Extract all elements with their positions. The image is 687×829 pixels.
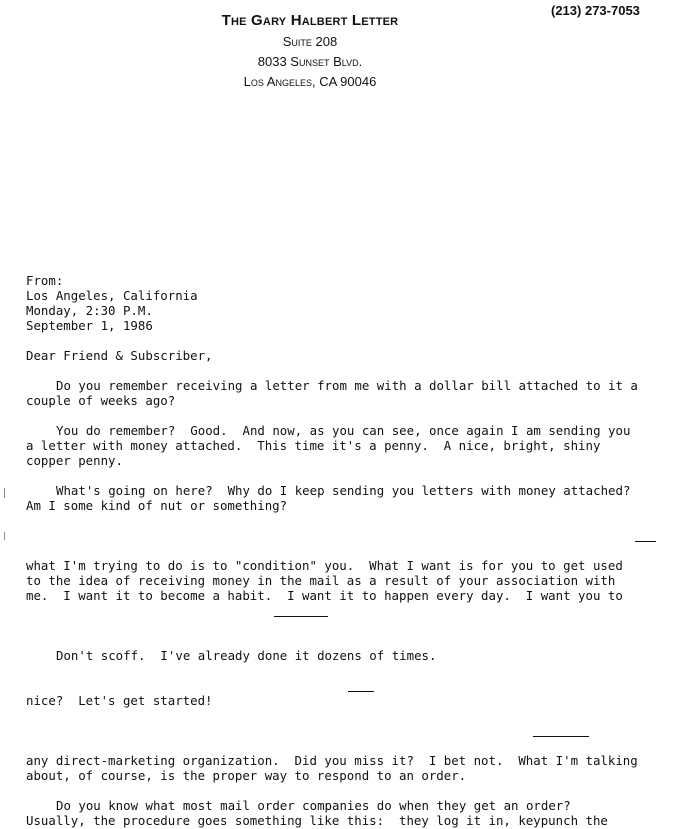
paragraph-line: Usually, the procedure goes something like this: they log it in, keypunch the bbox=[26, 813, 608, 828]
underline-already bbox=[533, 736, 589, 737]
underline-flooded bbox=[274, 616, 328, 617]
paragraph-line bbox=[26, 603, 656, 618]
letterhead bbox=[150, 10, 470, 92]
paragraph-line bbox=[26, 738, 656, 753]
letterhead-city: Los Angeles, CA 90046 bbox=[243, 74, 377, 89]
paragraph-line: a letter with money attached. This time it's a penny. A nice, bright, shiny bbox=[26, 438, 601, 453]
underline-you bbox=[348, 691, 374, 692]
paragraph-line: what I'm trying to do is to "condition" you. What I want is for you to get used bbox=[26, 558, 623, 573]
letterhead-suite: Suite 208 bbox=[282, 34, 338, 49]
paragraph-line: Am I some kind of nut or something? bbox=[26, 498, 288, 513]
paragraph-line bbox=[26, 723, 656, 738]
paragraph-line: What's going on here? Why do I keep sending you letters with money attached? bbox=[56, 483, 631, 498]
phone-number: (213) 273-7053 bbox=[551, 3, 640, 18]
dateline-place: Los Angeles, California bbox=[26, 288, 198, 303]
underline-sane bbox=[635, 541, 656, 542]
paragraph-line bbox=[26, 543, 656, 558]
paragraph-line: Don't scoff. I've already done it dozens of times. bbox=[56, 648, 437, 663]
paragraph-line: Do you remember receiving a letter from me with a dollar bill attached to it a bbox=[56, 378, 638, 393]
paragraph bbox=[26, 648, 656, 663]
paragraph bbox=[26, 423, 656, 468]
paragraph bbox=[26, 483, 656, 513]
letter-body bbox=[26, 273, 656, 828]
dateline-time: Monday, 2:30 P.M. bbox=[26, 303, 153, 318]
margin-mark bbox=[4, 488, 5, 498]
paragraph-line: You do remember? Good. And now, as you can see, once again I am sending you bbox=[56, 423, 631, 438]
paragraph bbox=[26, 723, 656, 783]
letterhead-street: 8033 Sunset Blvd. bbox=[257, 54, 363, 69]
paragraph-line bbox=[26, 618, 656, 633]
paragraph-line: couple of weeks ago? bbox=[26, 393, 176, 408]
paragraph bbox=[26, 528, 656, 633]
paragraph-line: me. I want it to become a habit. I want it to happen every day. I want you to bbox=[26, 588, 623, 603]
paragraph-line: about, of course, is the proper way to respond to an order. bbox=[26, 768, 467, 783]
dateline-date: September 1, 1986 bbox=[26, 318, 153, 333]
paragraph-line bbox=[26, 528, 656, 543]
letterhead-title: The Gary Halbert Letter bbox=[221, 12, 399, 29]
paragraph-line: nice? Let's get started! bbox=[26, 693, 213, 708]
paragraph bbox=[26, 678, 656, 708]
paragraph-line bbox=[26, 678, 656, 693]
paragraph-line: Do you know what most mail order companies do when they get an order? bbox=[56, 798, 571, 813]
paragraph bbox=[26, 798, 656, 828]
salutation: Dear Friend & Subscriber, bbox=[26, 348, 213, 363]
dateline-label: From: bbox=[26, 273, 64, 288]
paragraph-line: to the idea of receiving money in the mail as a result of your association with bbox=[26, 573, 616, 588]
paragraph-line: copper penny. bbox=[26, 453, 123, 468]
margin-mark bbox=[4, 532, 5, 540]
dateline bbox=[26, 273, 656, 333]
paragraph bbox=[26, 378, 656, 408]
paragraph-line: any direct-marketing organization. Did you miss it? I bet not. What I'm talking bbox=[26, 753, 638, 768]
